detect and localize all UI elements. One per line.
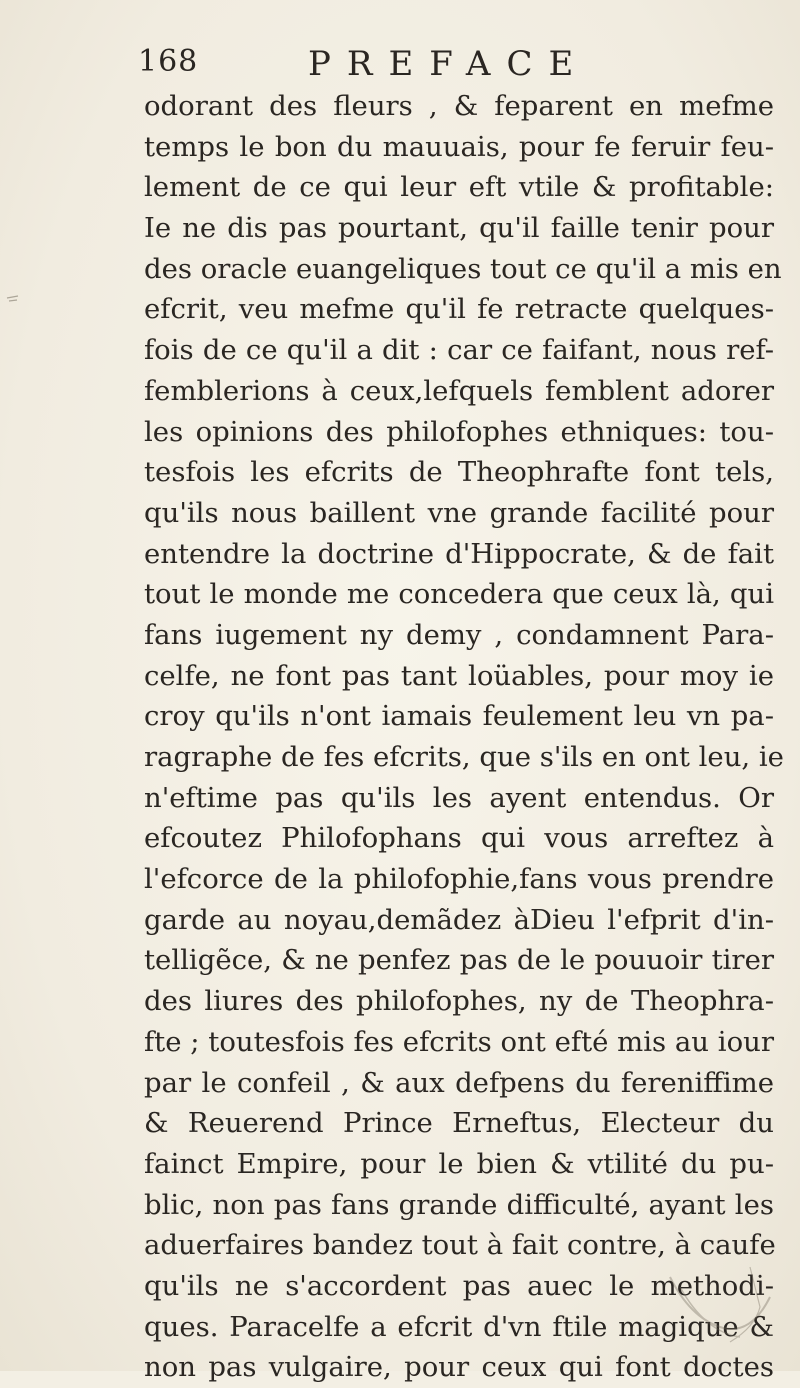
text-line: garde au noyau,demãdez àDieu l'efprit d'in- [144,903,774,936]
text-line: fans iugement ny demy , condamnent Para- [144,618,774,651]
running-title: PREFACE [308,44,590,84]
text-line: Ie ne dis pas pourtant, qu'il faille tenir pour [144,212,774,245]
text-line: fte ; toutesfois fes efcrits ont efté mis au iour [144,1025,774,1058]
text-line: telligẽce, & ne penfez pas de le pouuoir tirer [144,944,774,977]
text-line: efcrit, veu mefme qu'il fe retracte quelques- [144,293,774,326]
ink-stain-decoration [660,1257,780,1347]
text-line: des liures des philofophes, ny de Theophra- [144,985,774,1018]
text-line: temps le bon du mauuais, pour fe feruir feu- [144,130,774,163]
text-line: entendre la doctrine d'Hippocrate, & de fait [144,537,774,570]
text-line: tesfois les efcrits de Theophrafte font tels, [144,456,774,489]
text-line: qu'ils ne s'accordent pas auec le methodi- [144,1269,774,1302]
text-line: fainct Empire, pour le bien & vtilité du pu- [144,1147,774,1180]
text-line: lement de ce qui leur eft vtile & profitable: [144,171,774,204]
text-line: aduerfaires bandez tout à fait contre, à caufe [144,1229,776,1262]
text-line: celfe, ne font pas tant loüables, pour moy ie [144,659,774,692]
text-line: ragraphe de fes efcrits, que s'ils en ont leu, ie [144,741,784,773]
page-number: 168 [138,44,199,79]
text-line: n'eftime pas qu'ils les ayent entendus. Or [144,781,774,814]
text-line: non pas vulgaire, pour ceux qui font doctes [144,1351,774,1384]
text-line: les opinions des philofophes ethniques: tou- [144,415,774,448]
text-line: qu'ils nous baillent vne grande facilité pour [144,496,774,529]
running-head [118,44,738,84]
text-line: croy qu'ils n'ont iamais feulement leu vn pa- [144,700,774,733]
body-text [144,86,784,1388]
text-line: tout le monde me concedera que ceux là, qui [144,578,774,611]
text-line: l'efcorce de la philofophie,fans vous prendre [144,863,774,896]
text-line: fois de ce qu'il a dit : car ce faifant, nous ref- [144,334,774,367]
text-line: par le confeil , & aux defpens du fereniffime [144,1066,774,1099]
text-line: & Reuerend Prince Erneftus, Electeur du [144,1107,774,1140]
text-line: blic, non pas fans grande difficulté, ayant les [144,1188,774,1221]
text-line: des oracle euangeliques tout ce qu'il a mis en [144,252,782,285]
text-line: efcoutez Philofophans qui vous arreftez à [144,822,774,855]
text-line: ques. Paracelfe a efcrit d'vn ftile magique & [144,1310,774,1343]
text-line: odorant des fleurs , & feparent en mefme [144,90,774,122]
margin-mark-decoration [6,292,20,304]
text-line: femblerions à ceux,lefquels femblent adorer [144,374,774,407]
